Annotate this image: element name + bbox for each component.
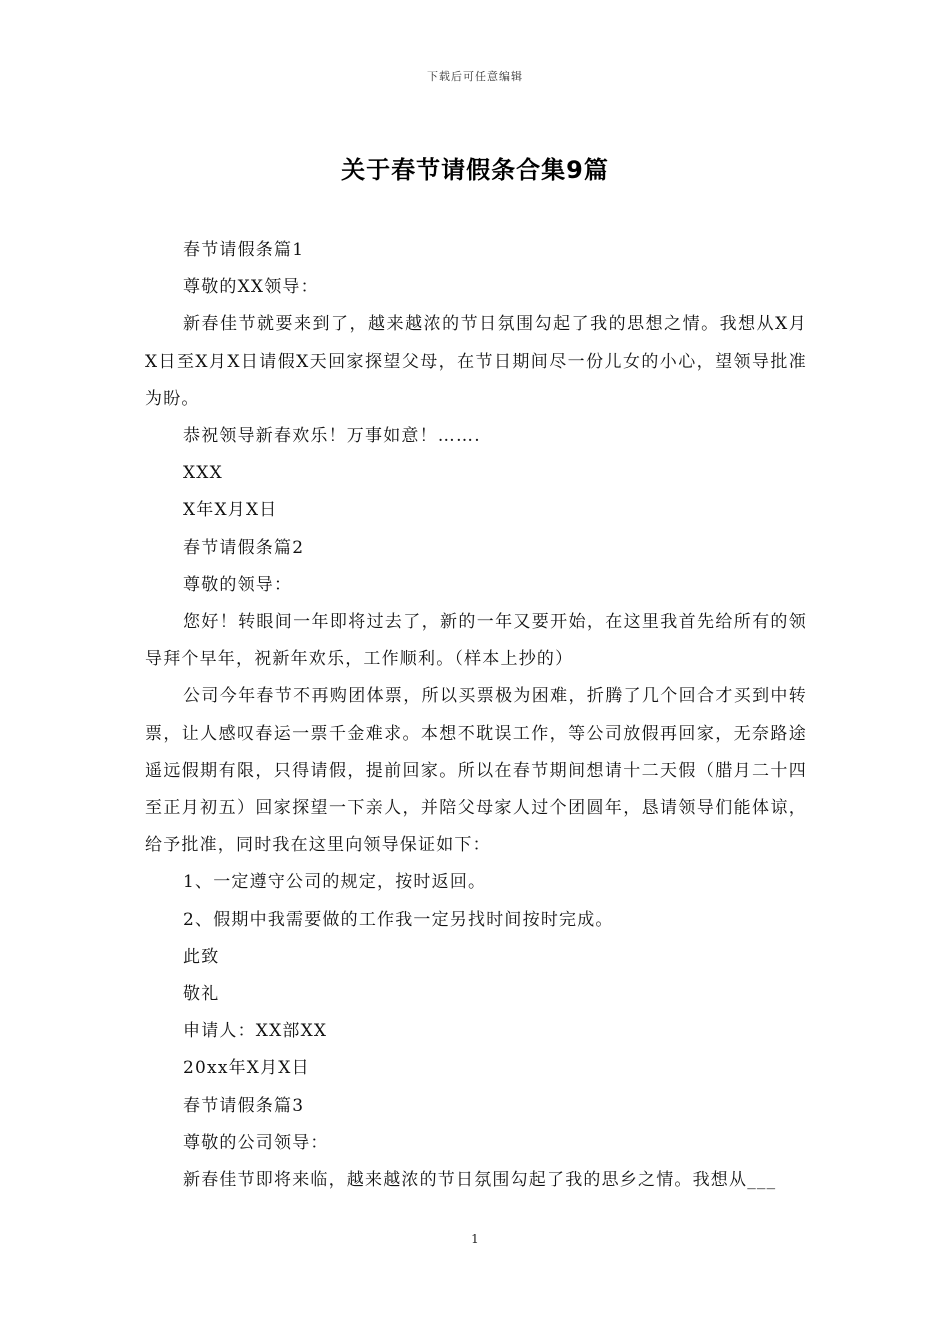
salutation: 尊敬的公司领导： <box>183 1132 329 1153</box>
closing-phrase: 敬礼 <box>183 984 220 1005</box>
page-number: 1 <box>471 1232 479 1246</box>
document-title: 关于春节请假条合集9篇 <box>341 156 609 184</box>
body-paragraph: 您好！转眼间一年即将过去了，新的一年又要开始，在这里我首先给所有的领导拜个早年，祝新年欢乐，工作顺利。（样本上抄的） <box>145 612 807 670</box>
header-note: 下载后可任意编辑 <box>427 70 523 83</box>
closing-wish: 恭祝领导新春欢乐！万事如意！……. <box>183 426 481 447</box>
section-heading: 春节请假条篇2 <box>183 537 305 558</box>
salutation: 尊敬的领导： <box>183 574 293 595</box>
list-item: 2、假期中我需要做的工作我一定另找时间按时完成。 <box>183 909 614 930</box>
section-heading: 春节请假条篇3 <box>183 1095 305 1116</box>
date-line: X年X月X日 <box>183 500 278 521</box>
closing-phrase: 此致 <box>183 946 220 967</box>
section-heading: 春节请假条篇1 <box>183 240 305 260</box>
signature: XXX <box>183 463 223 484</box>
date-line: 20xx年X月X日 <box>183 1058 310 1079</box>
body-paragraph: 新春佳节即将来临，越来越浓的节日氛围勾起了我的思乡之情。我想从___ <box>183 1170 777 1191</box>
body-paragraph: 新春佳节就要来到了，越来越浓的节日氛围勾起了我的思想之情。我想从X月X日至X月X日请假X天回家探望父母，在节日期间尽一份儿女的小心，望领导批准为盼。 <box>145 314 807 409</box>
salutation: 尊敬的XX领导： <box>183 277 319 298</box>
body-paragraph: 公司今年春节不再购团体票，所以买票极为困难，折腾了几个回合才买到中转票，让人感叹春运一票千金难求。本想不耽误工作，等公司放假再回家，无奈路途遥远假期有限，只得请假，提前回家。所以在春节期间想请十二天假（腊月二十四至正月初五）回家探望一下亲人，并陪父母家人过个团圆年，恳请领导们能体谅，给予批准，同时我在这里向领导保证如下： <box>145 686 807 856</box>
applicant-line: 申请人：XX部XX <box>183 1021 328 1042</box>
document-body <box>145 232 807 1199</box>
list-item: 1、一定遵守公司的规定，按时返回。 <box>183 872 487 893</box>
